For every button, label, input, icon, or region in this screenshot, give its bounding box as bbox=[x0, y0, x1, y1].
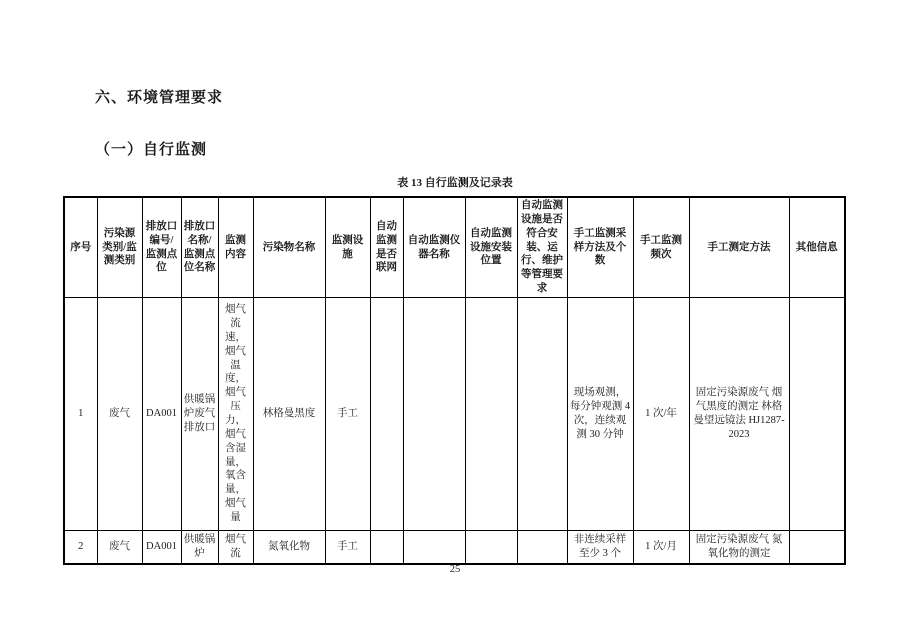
column-header-manual-method: 手工测定方法 bbox=[689, 197, 789, 298]
cell-outlet-code: DA001 bbox=[142, 298, 181, 531]
column-header-monitor-content: 监测内容 bbox=[218, 197, 253, 298]
self-monitoring-table bbox=[63, 196, 846, 565]
column-header-outlet-name: 排放口名称/监测点位名称 bbox=[181, 197, 218, 298]
column-header-manual-sampling: 手工监测采样方法及个数 bbox=[567, 197, 633, 298]
cell-outlet-name: 供暖锅炉 bbox=[181, 531, 218, 565]
header-row bbox=[64, 197, 845, 298]
cell-manual-sampling: 现场观测，每分钟观测 4 次，连续观测 30 分钟 bbox=[567, 298, 633, 531]
subsection-heading: （一）自行监测 bbox=[95, 142, 208, 158]
column-header-pollutant: 污染物名称 bbox=[253, 197, 325, 298]
table-row bbox=[64, 531, 845, 565]
table-title: 表 13 自行监测及记录表 bbox=[397, 177, 513, 189]
cell-seq: 2 bbox=[64, 531, 97, 565]
cell-other-info bbox=[789, 531, 845, 565]
cell-manual-frequency: 1 次/年 bbox=[633, 298, 689, 531]
cell-monitor-content: 烟气流速，烟气温度，烟气压力，烟气含湿量，氧含量，烟气量 bbox=[218, 298, 253, 531]
page-number: 25 bbox=[449, 564, 461, 575]
column-header-auto-location: 自动监测设施安装位置 bbox=[465, 197, 517, 298]
cell-manual-method: 固定污染源废气 烟气黑度的测定 林格曼望远镜法 HJ1287-2023 bbox=[689, 298, 789, 531]
cell-auto-compliant bbox=[517, 531, 567, 565]
cell-source-type: 废气 bbox=[97, 531, 142, 565]
cell-outlet-name: 供暖锅炉废气排放口 bbox=[181, 298, 218, 531]
cell-pollutant: 林格曼黑度 bbox=[253, 298, 325, 531]
cell-auto-instrument bbox=[403, 298, 465, 531]
cell-auto-networked bbox=[370, 298, 403, 531]
column-header-auto-networked: 自动监测是否联网 bbox=[370, 197, 403, 298]
cell-manual-sampling: 非连续采样 至少 3 个 bbox=[567, 531, 633, 565]
column-header-source-type: 污染源类别/监测类别 bbox=[97, 197, 142, 298]
cell-source-type: 废气 bbox=[97, 298, 142, 531]
column-header-auto-instrument: 自动监测仪器名称 bbox=[403, 197, 465, 298]
column-header-other-info: 其他信息 bbox=[789, 197, 845, 298]
cell-auto-networked bbox=[370, 531, 403, 565]
cell-outlet-code: DA001 bbox=[142, 531, 181, 565]
column-header-facility: 监测设施 bbox=[325, 197, 370, 298]
cell-auto-location bbox=[465, 531, 517, 565]
column-header-manual-frequency: 手工监测频次 bbox=[633, 197, 689, 298]
cell-auto-location bbox=[465, 298, 517, 531]
cell-manual-method: 固定污染源废气 氮氧化物的测定 bbox=[689, 531, 789, 565]
column-header-outlet-code: 排放口编号/监测点位 bbox=[142, 197, 181, 298]
section-heading: 六、环境管理要求 bbox=[95, 90, 224, 106]
cell-manual-frequency: 1 次/月 bbox=[633, 531, 689, 565]
cell-facility: 手工 bbox=[325, 531, 370, 565]
table-row bbox=[64, 298, 845, 531]
cell-auto-compliant bbox=[517, 298, 567, 531]
cell-monitor-content: 烟气流 bbox=[218, 531, 253, 565]
column-header-auto-compliant: 自动监测设施是否符合安装、运行、维护等管理要求 bbox=[517, 197, 567, 298]
column-header-seq: 序号 bbox=[64, 197, 97, 298]
cell-facility: 手工 bbox=[325, 298, 370, 531]
cell-auto-instrument bbox=[403, 531, 465, 565]
cell-pollutant: 氮氧化物 bbox=[253, 531, 325, 565]
cell-other-info bbox=[789, 298, 845, 531]
cell-seq: 1 bbox=[64, 298, 97, 531]
